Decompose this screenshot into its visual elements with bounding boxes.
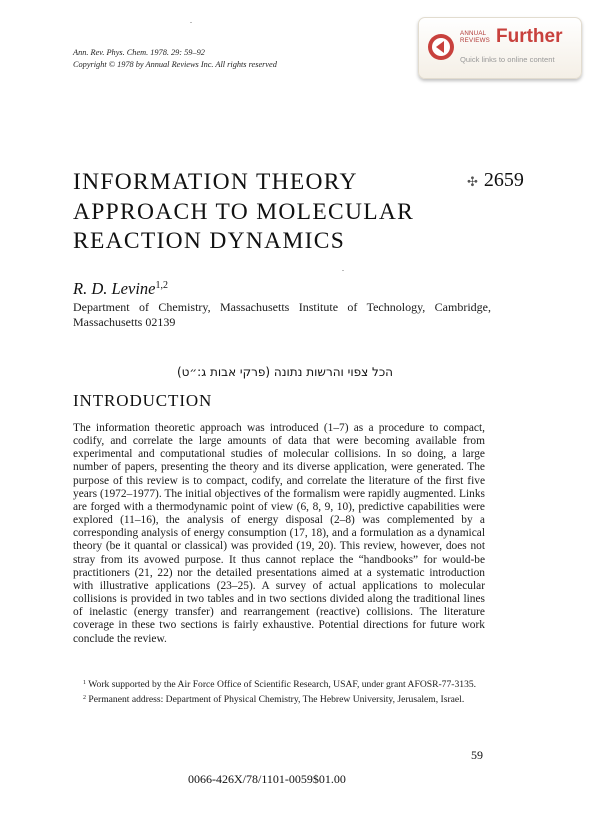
citation-line-1: Ann. Rev. Phys. Chem. 1978. 29: 59–92 (73, 48, 205, 57)
footnote-2: $^2$ Permanent address: Department of Physical Chemistry, The Hebrew University, Jerusalem, Israel. (83, 693, 465, 705)
banner-subtitle: Quick links to online content (460, 55, 555, 64)
section-heading: INTRODUCTION (73, 391, 213, 410)
article-title: INFORMATION THEORY APPROACH TO MOLECULAR REACTION DYNAMICS (73, 169, 415, 254)
introduction-body (73, 422, 485, 646)
citation-line-2: Copyright © 1978 by Annual Reviews Inc. All rights reserved (73, 59, 277, 69)
body-paragraph: The information theoretic approach was introduced (1–7) as a procedure to compact, codify, and correlate the large amounts of data that were becoming available from experimental and computational studies of molecular collisions. In so doing, a large number of papers, presenting the theory and its diverse application, were generated. The purpose of this review is to compact, codify, and correlate the literature of the first five years (1972–1977). The initial objectives of the formalism were rapidly augmented. Links are forged with a thermodynamic point of view (6, 8, 9, 10), predictive capabilities were explored (11–16), the analysis of energy disposal (2–8) was complemented by a corresponding analysis of energy consumption (17, 18), and a formulation as a dynamical theory (be it quantal or classical) was provided (19, 20). This review, however, does not stray from its avowed purpose. It thus cannot replace the “handbooks” for would-be practitioners (21, 22) nor the detailed presentations aimed at a systematic introduction with illustrative applications (23–25). A survey of actual applications to molecular collisions is provided in two tables and in two sections divided along the traditional lines of inelastic (energy transfer) and rearrangement (reactive) collisions. The literature coverage in these two sections is fairly exhaustive. Potential directions for future work conclude the review. (73, 422, 485, 645)
scan-speck (342, 270, 344, 271)
brand-name: ANNUAL REVIEWS (460, 30, 490, 44)
issn-code: 0066-426X/78/1101-0059$01.00 (188, 772, 346, 786)
hebrew-epigraph: הכל צפוי והרשות נתונה (פרקי אבות ג:״ט) (176, 365, 394, 379)
document-number: ✣ 2659 (467, 169, 524, 191)
scan-speck (190, 22, 192, 23)
footnote-1: $^1$ Work supported by the Air Force Office of Scientific Research, USAF, under grant AFOSR-77-3135. (83, 679, 477, 690)
author-name: R. D. Levine$^{1,2}$ (73, 279, 168, 298)
further-label: Further (496, 26, 563, 47)
author-affiliation: Department of Chemistry, Massachusetts Institute of Technology, Cambridge, Massachusetts 02139 (73, 300, 491, 329)
footnotes (73, 677, 485, 706)
asterism-icon: ✣ (467, 174, 478, 189)
annual-reviews-further-banner[interactable] (418, 17, 582, 79)
journal-citation (73, 47, 277, 70)
back-arrow-icon (427, 33, 455, 61)
page-number: 59 (471, 748, 483, 762)
author-footnote-marks: 1,2 (155, 280, 168, 291)
